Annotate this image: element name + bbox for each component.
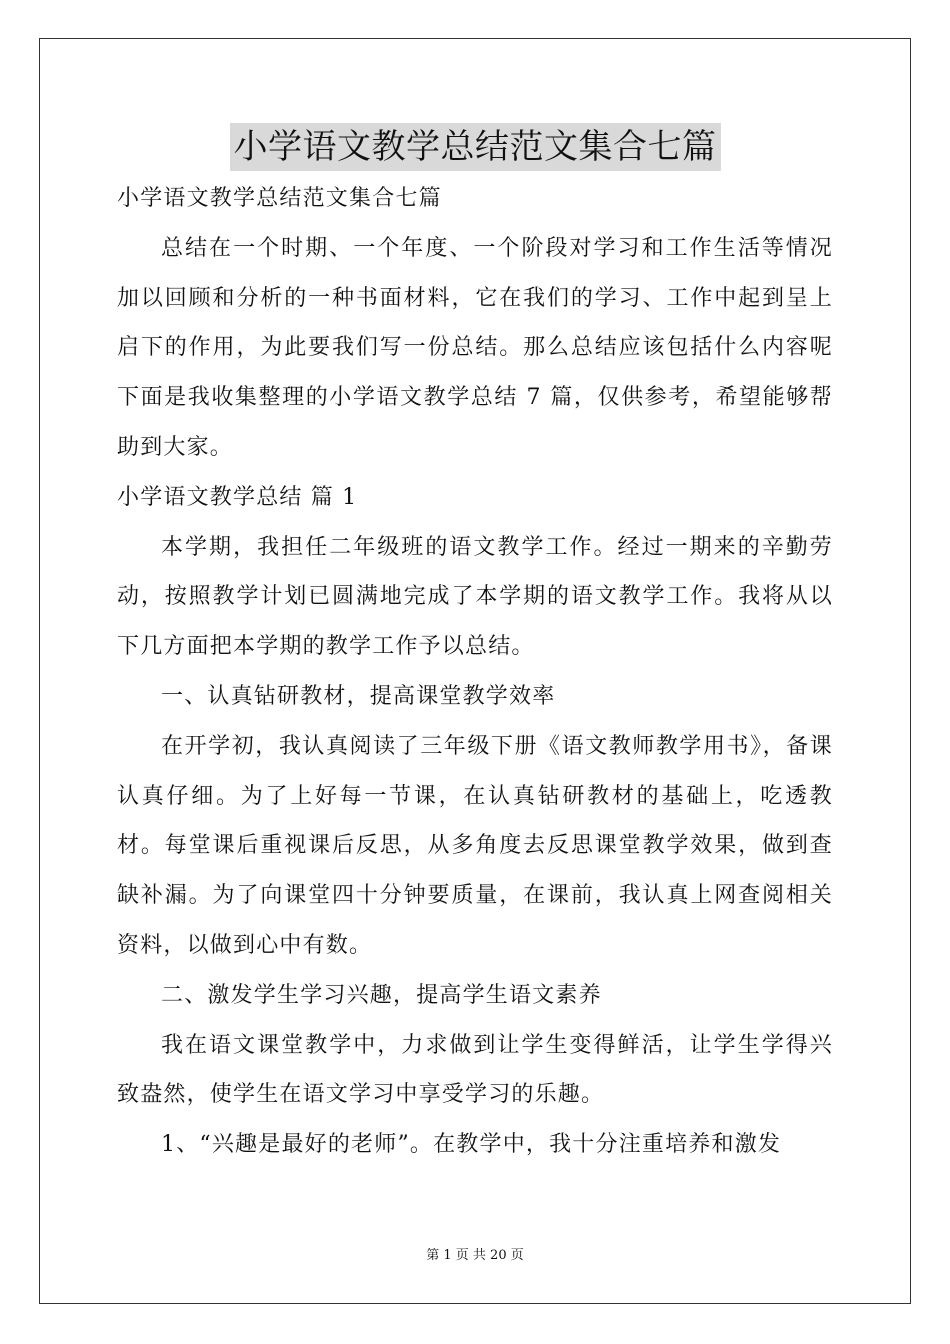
page-number-footer: 第 1 页 共 20 页 bbox=[426, 1248, 524, 1263]
subheading: 一、认真钻研教材，提高课堂教学效率 bbox=[161, 683, 556, 709]
paragraph: 在开学初，我认真阅读了三年级下册《语文教师教学用书》，备课认真仔细。为了上好每一节课，在认真钻研教材的基础上，吃透教材。每堂课后重视课后反思，从多角度去反思课堂教学效果，做到查缺补漏。为了向课堂四十分钟要质量，在课前，我认真上网查阅相关资料，以做到心中有数。 bbox=[117, 733, 833, 958]
title-container bbox=[0, 123, 950, 171]
paragraph: 总结在一个时期、一个年度、一个阶段对学习和工作生活等情况加以回顾和分析的一种书面材料，它在我们的学习、工作中起到呈上启下的作用，为此要我们写一份总结。那么总结应该包括什么内容呢下面是我收集整理的小学语文教学总结 7 篇，仅供参考，希望能够帮助到大家。 bbox=[117, 235, 833, 460]
subheading: 二、激发学生学习兴趣，提高学生语文素养 bbox=[161, 982, 602, 1008]
document-title: 小学语文教学总结范文集合七篇 bbox=[230, 123, 721, 171]
paragraph: 本学期，我担任二年级班的语文教学工作。经过一期来的辛勤劳动，按照教学计划已圆满地完成了本学期的语文教学工作。我将从以下几方面把本学期的教学工作予以总结。 bbox=[117, 534, 833, 660]
paragraph: 我在语文课堂教学中，力求做到让学生变得鲜活，让学生学得兴致盎然，使学生在语文学习中享受学习的乐趣。 bbox=[117, 1032, 833, 1108]
paragraph: 小学语文教学总结范文集合七篇 bbox=[117, 186, 442, 211]
document-body bbox=[117, 174, 833, 1170]
paragraph: 1、“兴趣是最好的老师”。在教学中，我十分注重培养和激发 bbox=[161, 1132, 782, 1158]
section-heading: 小学语文教学总结 篇 1 bbox=[117, 484, 358, 510]
